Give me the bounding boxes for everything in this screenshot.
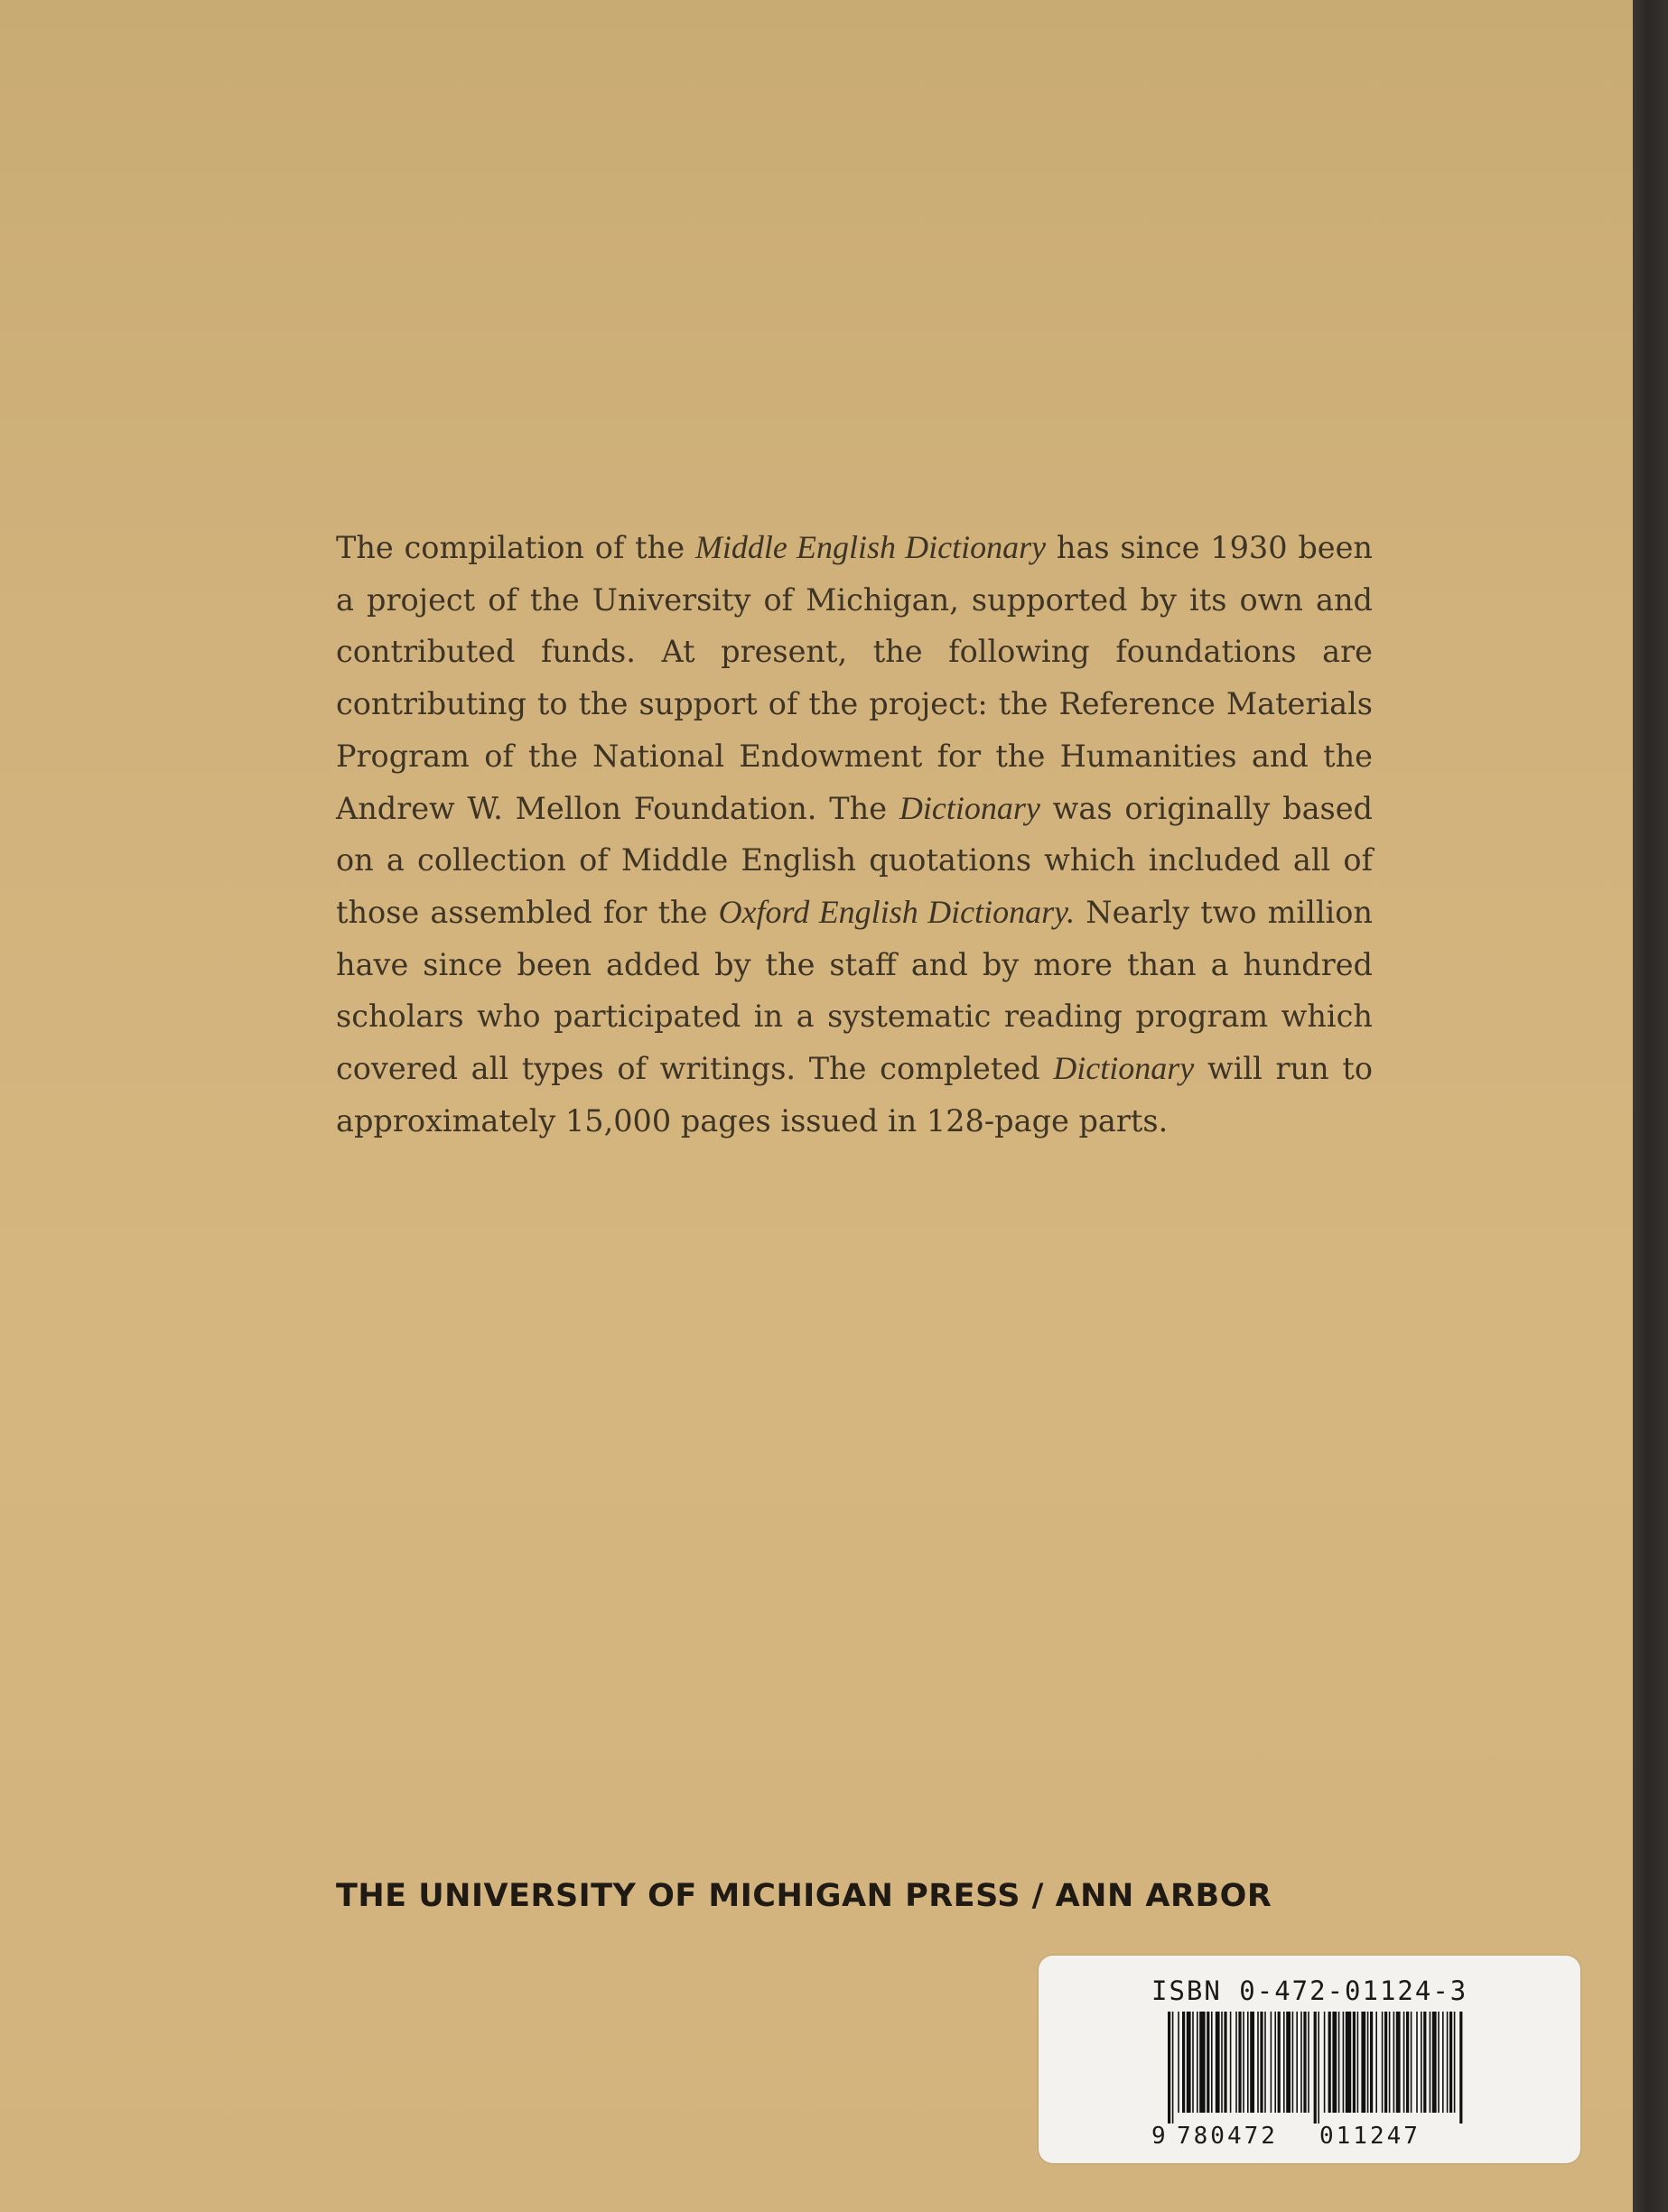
publisher-imprint: THE UNIVERSITY OF MICHIGAN PRESS / ANN ARBOR	[336, 1878, 1272, 1914]
barcode-bar	[1199, 2012, 1205, 2113]
blurb-text-3: was originally based on a collection of Middle English quotations which included all of those assembled for the	[336, 790, 1373, 930]
barcode-bar	[1286, 2012, 1291, 2113]
barcode-graphic	[1151, 2012, 1477, 2147]
barcode-bar	[1187, 2012, 1191, 2113]
barcode-bar	[1192, 2012, 1194, 2113]
title-dictionary: Dictionary	[899, 789, 1040, 826]
barcode-bar	[1271, 2012, 1272, 2113]
barcode-bar	[1283, 2012, 1285, 2113]
barcode-bar	[1454, 2012, 1456, 2113]
barcode-bar	[1318, 2012, 1319, 2124]
blurb-text-2: has since 1930 been a project of the University of Michigan, supported by its own and contributed funds. At present, the following foundations are contributing to the support of the project: the Reference Materials Program of the National Endowment for the Humanities and the Andrew W. Mellon Foundation. The	[336, 530, 1373, 826]
barcode-bar	[1438, 2012, 1440, 2113]
barcode-bar	[1343, 2012, 1345, 2113]
barcode-bar	[1361, 2012, 1365, 2113]
barcode-bar	[1314, 2012, 1317, 2124]
barcode-bar	[1207, 2012, 1209, 2113]
barcode-bar	[1235, 2012, 1237, 2113]
spine-edge	[1633, 0, 1668, 2212]
barcode-bar	[1296, 2012, 1298, 2113]
barcode-bar	[1178, 2012, 1179, 2113]
barcode-bar	[1357, 2012, 1359, 2113]
barcode-bar	[1403, 2012, 1405, 2113]
description-paragraph	[336, 522, 1373, 1147]
barcode-bar	[1406, 2012, 1409, 2113]
barcode-bar	[1292, 2012, 1294, 2113]
isbn-number: ISBN 0-472-01124-3	[1151, 1975, 1468, 2006]
barcode-bar	[1238, 2012, 1241, 2113]
barcode-bar	[1260, 2012, 1263, 2113]
barcode-bar	[1430, 2012, 1431, 2113]
barcode-bar	[1338, 2012, 1340, 2113]
title-middle-english-dictionary: Middle English Dictionary	[694, 529, 1047, 565]
barcode-bar	[1250, 2012, 1254, 2113]
barcode-bar	[1389, 2012, 1391, 2113]
barcode-bar	[1416, 2012, 1418, 2113]
barcode-bar	[1447, 2012, 1449, 2113]
barcode-bar	[1411, 2012, 1412, 2113]
barcode-bar	[1172, 2012, 1174, 2124]
barcode-bar	[1182, 2012, 1185, 2113]
barcode-left-digits: 780472	[1177, 2123, 1278, 2147]
barcode-bar	[1346, 2012, 1351, 2113]
barcode-bar	[1423, 2012, 1426, 2113]
barcode-bar	[1300, 2012, 1302, 2113]
barcode-bar	[1396, 2012, 1401, 2113]
barcode-bar	[1221, 2012, 1223, 2113]
barcode-bar	[1367, 2012, 1369, 2113]
barcode-bar	[1384, 2012, 1387, 2113]
barcode-bar	[1264, 2012, 1266, 2113]
title-dictionary-2: Dictionary	[1053, 1050, 1195, 1087]
barcode-bar	[1197, 2012, 1198, 2113]
barcode-bar	[1247, 2012, 1249, 2113]
barcode-bar	[1274, 2012, 1276, 2113]
barcode-bar	[1432, 2012, 1437, 2113]
barcode-lead-digit: 9	[1151, 2123, 1166, 2147]
barcode-bar	[1421, 2012, 1422, 2113]
barcode-bar	[1328, 2012, 1331, 2113]
barcode-bar	[1230, 2012, 1232, 2113]
barcode-sticker	[1039, 1956, 1580, 2163]
barcode-bar	[1303, 2012, 1306, 2113]
barcode-bar	[1459, 2012, 1462, 2124]
barcode-bar	[1168, 2012, 1170, 2124]
barcode-bar	[1353, 2012, 1356, 2113]
barcode-right-digits: 011247	[1319, 2123, 1421, 2147]
barcode-bar	[1278, 2012, 1281, 2113]
blurb-text-1: The compilation of the	[336, 530, 695, 565]
barcode-bar	[1224, 2012, 1226, 2113]
barcode-bar	[1370, 2012, 1373, 2113]
barcode-bar	[1257, 2012, 1259, 2113]
barcode-bar	[1211, 2012, 1213, 2113]
barcode-bar	[1308, 2012, 1309, 2113]
title-oxford-english-dictionary: Oxford English Dictionary.	[718, 893, 1076, 930]
blurb-text-4: Nearly two million have since been added by the staff and by more than a hundred scholars who participated in a systematic reading program which covered all types of writings. The completed	[336, 894, 1373, 1087]
barcode-bar	[1449, 2012, 1452, 2113]
barcode-bar	[1442, 2012, 1444, 2113]
barcode-bar	[1382, 2012, 1384, 2113]
barcode-bar	[1216, 2012, 1220, 2113]
blurb-text-5: will run to approximately 15,000 pages issued in 128-page parts.	[336, 1051, 1373, 1139]
barcode-bar	[1393, 2012, 1395, 2113]
barcode-bar	[1243, 2012, 1244, 2113]
barcode-bar	[1324, 2012, 1326, 2113]
barcode-bar	[1375, 2012, 1377, 2113]
barcode-bar	[1332, 2012, 1337, 2113]
